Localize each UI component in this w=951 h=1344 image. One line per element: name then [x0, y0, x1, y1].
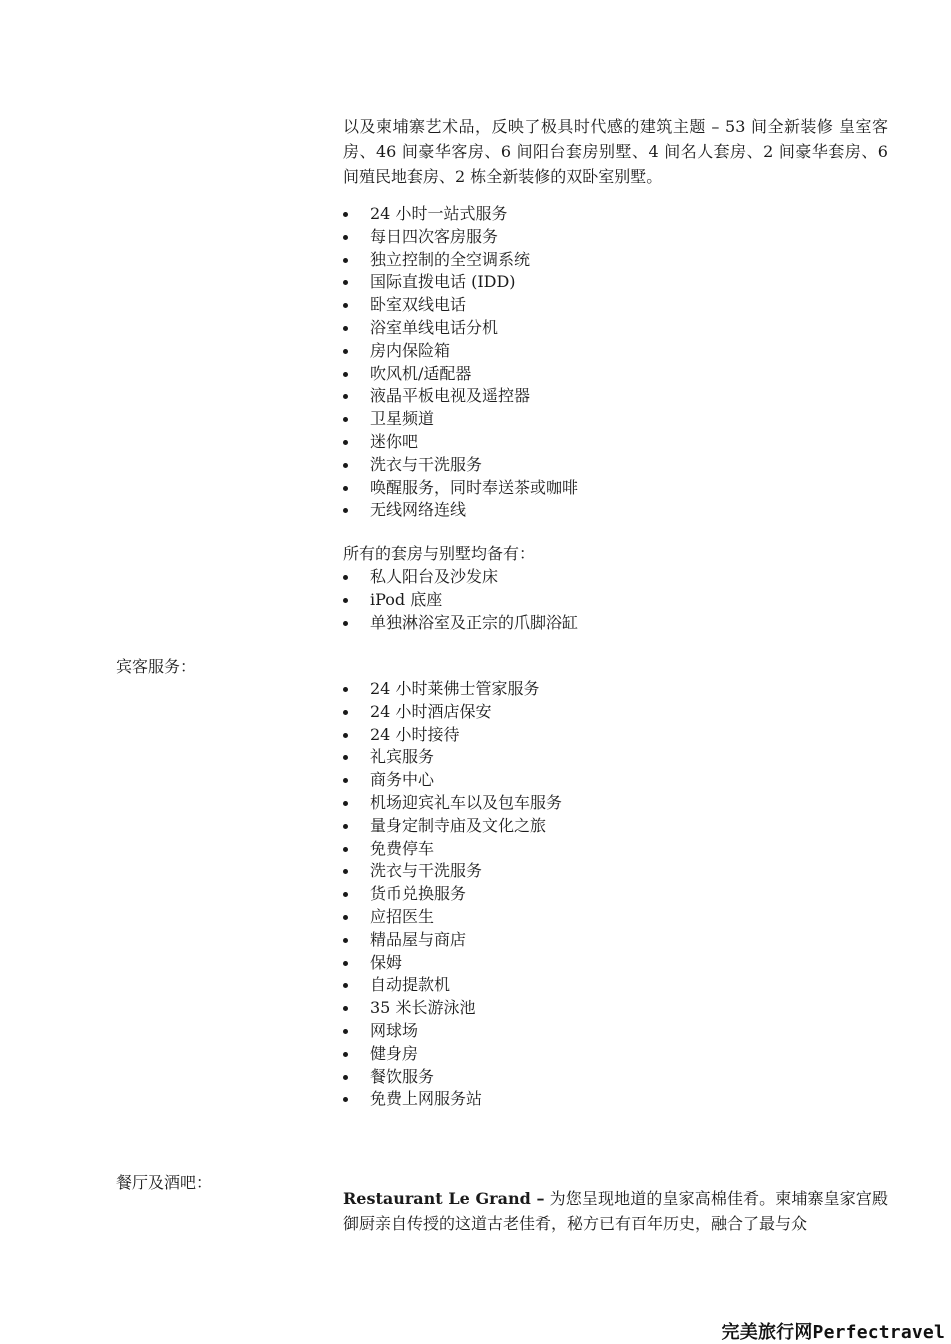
restaurant-paragraph	[343, 1186, 888, 1236]
footer-watermark: 完美旅行网Perfectravel	[721, 1322, 945, 1343]
bullet-dot-icon	[343, 1075, 348, 1080]
guest-service-item	[343, 838, 562, 861]
bullet-dot-icon	[343, 235, 348, 240]
bullet-dot-icon	[343, 303, 348, 308]
bullet-dot-icon	[343, 394, 348, 399]
guest-service-item	[343, 724, 562, 747]
bullet-dot-icon	[343, 1006, 348, 1011]
room-amenity-item-text: 无线网络连线	[370, 500, 467, 520]
room-amenity-item-text: 迷你吧	[370, 431, 419, 451]
guest-service-item-text: 应招医生	[370, 906, 435, 926]
suites-intro-text: 所有的套房与别墅均备有：	[343, 544, 536, 563]
room-amenity-item-text: 国际直拨电话 (IDD)	[370, 272, 516, 292]
guest-service-item-text: 免费停车	[370, 838, 435, 858]
room-amenity-item	[343, 408, 578, 431]
bullet-dot-icon	[343, 801, 348, 806]
bullet-dot-icon	[343, 847, 348, 852]
bullet-dot-icon	[343, 372, 348, 377]
guest-service-item	[343, 678, 562, 701]
room-amenity-item-text: 唤醒服务，同时奉送茶或咖啡	[370, 477, 579, 497]
guest-service-item-text: 35 米长游泳池	[370, 998, 476, 1018]
restaurant-name: Restaurant Le Grand –	[343, 1189, 545, 1208]
room-amenity-item	[343, 249, 578, 272]
guest-service-item	[343, 860, 562, 883]
suite-amenity-item	[343, 589, 578, 612]
guest-service-item	[343, 883, 562, 906]
bullet-dot-icon	[343, 733, 348, 738]
bullet-dot-icon	[343, 961, 348, 966]
guest-services-label: 宾客服务：	[116, 657, 197, 676]
bullet-dot-icon	[343, 915, 348, 920]
guest-service-item	[343, 1066, 562, 1089]
guest-service-item	[343, 701, 562, 724]
bullet-dot-icon	[343, 417, 348, 422]
guest-service-item	[343, 929, 562, 952]
room-amenity-item	[343, 226, 578, 249]
bullet-dot-icon	[343, 710, 348, 715]
guest-service-item	[343, 952, 562, 975]
bullet-dot-icon	[343, 869, 348, 874]
room-amenity-item-text: 洗衣与干洗服务	[370, 454, 483, 474]
guest-service-item-text: 24 小时接待	[370, 724, 460, 744]
bullet-dot-icon	[343, 598, 348, 603]
guest-service-item-text: 货币兑换服务	[370, 884, 467, 904]
restaurant-description: 为您呈现地道的皇家高棉佳肴。柬埔寨皇家宫殿御厨亲自传授的这道古老佳肴，秘方已有百年历史，融合了最与众	[343, 1189, 888, 1233]
guest-service-item-text: 机场迎宾礼车以及包车服务	[370, 792, 563, 812]
guest-service-item	[343, 974, 562, 997]
room-amenity-item	[343, 317, 578, 340]
bullet-dot-icon	[343, 1097, 348, 1102]
bullet-dot-icon	[343, 258, 348, 263]
guest-service-item-text: 精品屋与商店	[370, 929, 467, 949]
guest-service-item-text: 免费上网服务站	[370, 1089, 483, 1109]
guest-service-item-text: 健身房	[370, 1043, 419, 1063]
guest-service-item-text: 商务中心	[370, 770, 435, 790]
bullet-dot-icon	[343, 778, 348, 783]
room-amenity-item	[343, 203, 578, 226]
bullet-dot-icon	[343, 938, 348, 943]
bullet-dot-icon	[343, 983, 348, 988]
intro-paragraph: 以及柬埔寨艺术品，反映了极具时代感的建筑主题 – 53 间全新装修 皇室客房、46 间豪华客房、6 间阳台套房别墅、4 间名人套房、2 间豪华套房、6 间殖民地套房、2 栋全新装修的双卧室别墅。	[343, 117, 888, 186]
room-amenity-item-text: 房内保险箱	[370, 340, 451, 360]
guest-service-item-text: 网球场	[370, 1020, 419, 1040]
bullet-dot-icon	[343, 1052, 348, 1057]
suite-amenity-item-text: iPod 底座	[370, 589, 443, 609]
guest-service-item	[343, 815, 562, 838]
bullet-dot-icon	[343, 280, 348, 285]
guest-service-item	[343, 746, 562, 769]
bullet-dot-icon	[343, 463, 348, 468]
bullet-dot-icon	[343, 1029, 348, 1034]
guest-service-item-text: 自动提款机	[370, 975, 451, 995]
room-amenity-item	[343, 294, 578, 317]
bullet-dot-icon	[343, 440, 348, 445]
room-amenity-item-text: 卫星频道	[370, 409, 435, 429]
room-amenity-item	[343, 340, 578, 363]
room-amenity-item-text: 浴室单线电话分机	[370, 317, 499, 337]
bullet-dot-icon	[343, 892, 348, 897]
room-amenity-item-text: 液晶平板电视及遥控器	[370, 386, 531, 406]
guest-service-item	[343, 769, 562, 792]
room-amenity-item	[343, 477, 578, 500]
bullet-dot-icon	[343, 212, 348, 217]
guest-service-item	[343, 906, 562, 929]
room-amenity-item-text: 独立控制的全空调系统	[370, 249, 531, 269]
room-amenity-item	[343, 454, 578, 477]
room-amenity-item	[343, 431, 578, 454]
guest-service-item-text: 餐饮服务	[370, 1066, 435, 1086]
guest-service-item-text: 24 小时莱佛士管家服务	[370, 679, 540, 698]
room-amenity-item	[343, 385, 578, 408]
suite-amenity-item	[343, 612, 578, 635]
room-amenity-item	[343, 363, 578, 386]
room-amenity-item-text: 卧室双线电话	[370, 295, 467, 315]
bullet-dot-icon	[343, 349, 348, 354]
guest-service-item-text: 礼宾服务	[370, 747, 435, 767]
guest-service-item	[343, 1043, 562, 1066]
suite-amenity-item-text: 私人阳台及沙发床	[370, 567, 499, 586]
suite-amenity-item-text: 单独淋浴室及正宗的爪脚浴缸	[370, 612, 579, 632]
room-amenities-list	[343, 203, 578, 522]
guest-service-item	[343, 997, 562, 1020]
bullet-dot-icon	[343, 575, 348, 580]
suite-amenities-list	[343, 566, 578, 634]
room-amenity-item-text: 每日四次客房服务	[370, 226, 499, 246]
room-amenity-item	[343, 499, 578, 522]
guest-services-list	[343, 678, 562, 1111]
bullet-dot-icon	[343, 824, 348, 829]
suite-amenity-item	[343, 566, 578, 589]
guest-service-item-text: 量身定制寺庙及文化之旅	[370, 815, 547, 835]
guest-service-item-text: 24 小时酒店保安	[370, 701, 492, 721]
room-amenity-item-text: 吹风机/适配器	[370, 363, 472, 383]
guest-service-item-text: 洗衣与干洗服务	[370, 861, 483, 881]
bullet-dot-icon	[343, 508, 348, 513]
bullet-dot-icon	[343, 755, 348, 760]
guest-service-item	[343, 792, 562, 815]
guest-service-item	[343, 1088, 562, 1111]
guest-service-item	[343, 1020, 562, 1043]
bullet-dot-icon	[343, 326, 348, 331]
bullet-dot-icon	[343, 486, 348, 491]
guest-service-item-text: 保姆	[370, 952, 403, 972]
room-amenity-item	[343, 271, 578, 294]
dining-label: 餐厅及酒吧：	[116, 1173, 213, 1192]
room-amenity-item-text: 24 小时一站式服务	[370, 204, 508, 223]
bullet-dot-icon	[343, 687, 348, 692]
bullet-dot-icon	[343, 621, 348, 626]
